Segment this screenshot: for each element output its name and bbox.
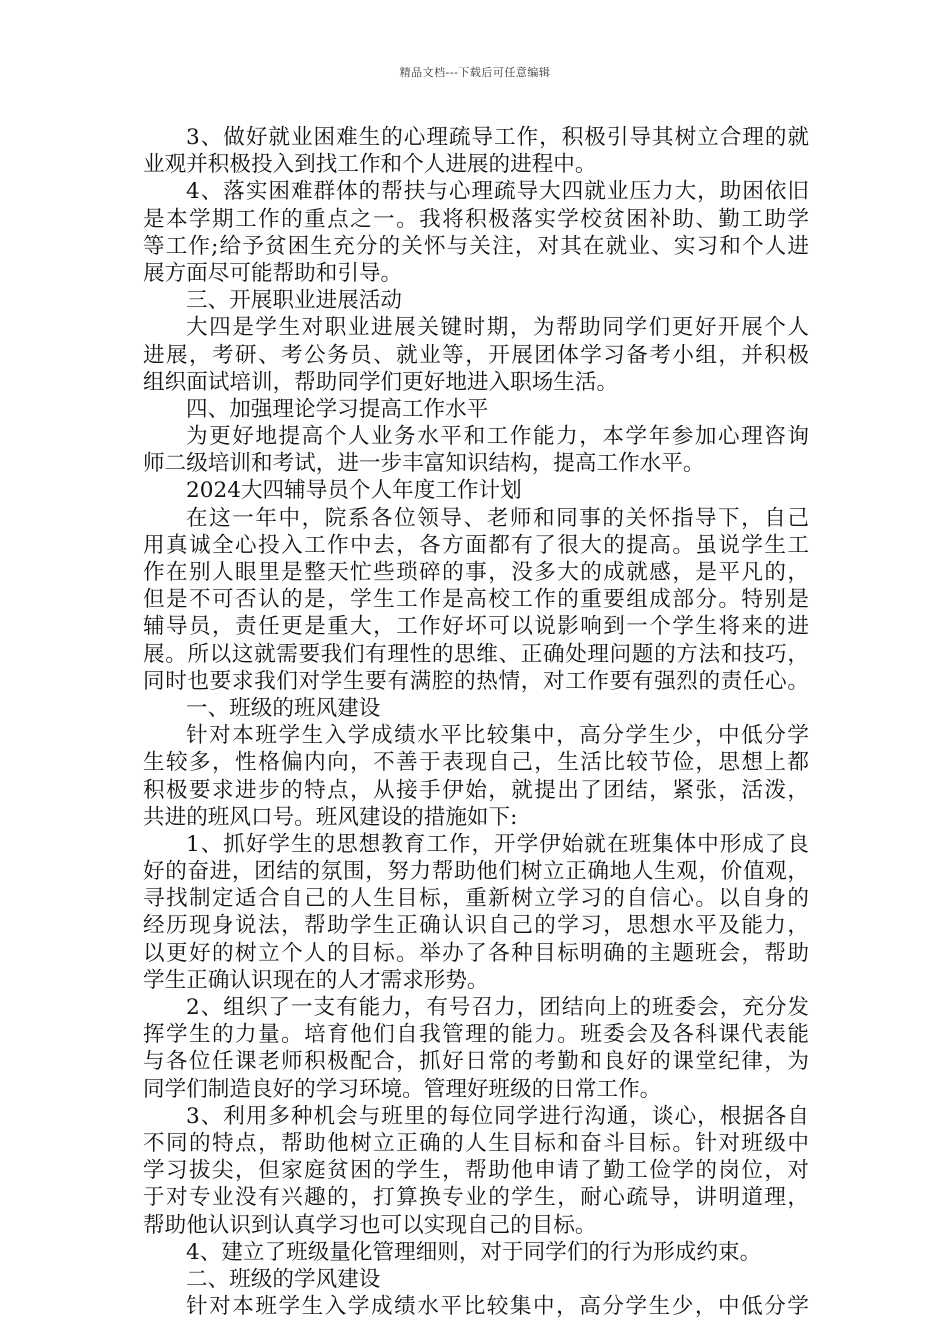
text-line: 一、班级的班风建设 [186, 695, 381, 721]
page-header: 精品文档---下载后可任意编辑 [399, 66, 551, 79]
text-line: 二、班级的学风建设 [186, 1266, 381, 1292]
text-line: 但是不可否认的是，学生工作是高校工作的重要组成部分。特别是 [143, 587, 809, 613]
text-line: 不同的特点，帮助他树立正确的人生目标和奋斗目标。针对班级中 [143, 1130, 809, 1156]
text-line: 1、抓好学生的思想教育工作，开学伊始就在班集体中形成了良 [186, 831, 809, 857]
text-line: 师二级培训和考试，进一步丰富知识结构，提高工作水平。 [143, 451, 705, 477]
text-line: 积极要求进步的特点，从接手伊始，就提出了团结，紧张，活泼， [143, 777, 809, 803]
text-line: 3、利用多种机会与班里的每位同学进行沟通，谈心，根据各自 [186, 1103, 809, 1129]
text-line: 辅导员，责任更是重大，工作好坏可以说影响到一个学生将来的进 [143, 614, 809, 640]
text-line: 学生正确认识现在的人才需求形势。 [143, 967, 489, 993]
text-line: 进展，考研、考公务员、就业等，开展团体学习备考小组，并积极 [143, 342, 809, 368]
text-line: 4、建立了班级量化管理细则，对于同学们的行为形成约束。 [186, 1239, 762, 1265]
text-line: 共进的班风口号。班风建设的措施如下: [143, 804, 518, 830]
text-line: 4、落实困难群体的帮扶与心理疏导大四就业压力大，助困依旧 [186, 179, 809, 205]
text-line: 作在别人眼里是整天忙些琐碎的事，没多大的成就感，是平凡的， [143, 560, 809, 585]
text-line: 四、加强理论学习提高工作水平 [186, 396, 489, 422]
text-line: 为更好地提高个人业务水平和工作能力，本学年参加心理咨询 [186, 424, 809, 450]
text-line: 2、组织了一支有能力，有号召力，团结向上的班委会，充分发 [186, 995, 809, 1020]
text-line: 挥学生的力量。培育他们自我管理的能力。班委会及各科课代表能 [143, 1022, 809, 1048]
text-line: 好的奋进，团结的氛围，努力帮助他们树立正确地人生观，价值观， [143, 859, 809, 885]
text-line: 在这一年中，院系各位领导、老师和同事的关怀指导下，自己 [186, 505, 809, 531]
text-line: 大四是学生对职业进展关键时期，为帮助同学们更好开展个人 [186, 315, 809, 341]
text-line: 业观并积极投入到找工作和个人进展的进程中。 [143, 152, 597, 178]
text-line: 3、做好就业困难生的心理疏导工作，积极引导其树立合理的就 [186, 125, 809, 150]
text-line: 2024大四辅导员个人年度工作计划 [186, 478, 522, 504]
text-line: 展方面尽可能帮助和引导。 [143, 260, 403, 286]
text-line: 同学们制造良好的学习环境。管理好班级的日常工作。 [143, 1076, 662, 1102]
text-line: 学习拔尖，但家庭贫困的学生，帮助他申请了勤工俭学的岗位，对 [143, 1158, 809, 1184]
text-line: 与各位任课老师积极配合，抓好日常的考勤和良好的课堂纪律，为 [143, 1049, 809, 1075]
text-line: 是本学期工作的重点之一。我将积极落实学校贫困补助、勤工助学 [143, 206, 809, 232]
text-line: 三、开展职业进展活动 [186, 288, 402, 314]
text-line: 帮助他认识到认真学习也可以实现自己的目标。 [143, 1212, 597, 1238]
text-line: 用真诚全心投入工作中去，各方面都有了很大的提高。虽说学生工 [143, 532, 809, 558]
text-line: 组织面试培训，帮助同学们更好地进入职场生活。 [143, 369, 619, 395]
text-line: 生较多，性格偏内向，不善于表现自己，生活比较节俭，思想上都 [143, 750, 809, 776]
text-line: 以更好的树立个人的目标。举办了各种目标明确的主题班会，帮助 [143, 940, 809, 966]
text-line: 针对本班学生入学成绩水平比较集中，高分学生少，中低分学 [186, 723, 809, 749]
text-line: 等工作;给予贫困生充分的关怀与关注，对其在就业、实习和个人进 [143, 233, 809, 259]
text-line: 寻找制定适合自己的人生目标，重新树立学习的自信心。以自身的 [143, 886, 809, 912]
text-line: 展。所以这就需要我们有理性的思维、正确处理问题的方法和技巧， [143, 641, 809, 667]
text-line: 经历现身说法，帮助学生正确认识自己的学习，思想水平及能力， [143, 913, 809, 939]
text-line: 针对本班学生入学成绩水平比较集中，高分学生少，中低分学 [186, 1294, 809, 1320]
text-line: 同时也要求我们对学生要有满腔的热情，对工作要有强烈的责任心。 [143, 668, 809, 694]
document-body [143, 124, 809, 1320]
text-line: 于对专业没有兴趣的，打算换专业的学生，耐心疏导，讲明道理， [143, 1185, 809, 1211]
